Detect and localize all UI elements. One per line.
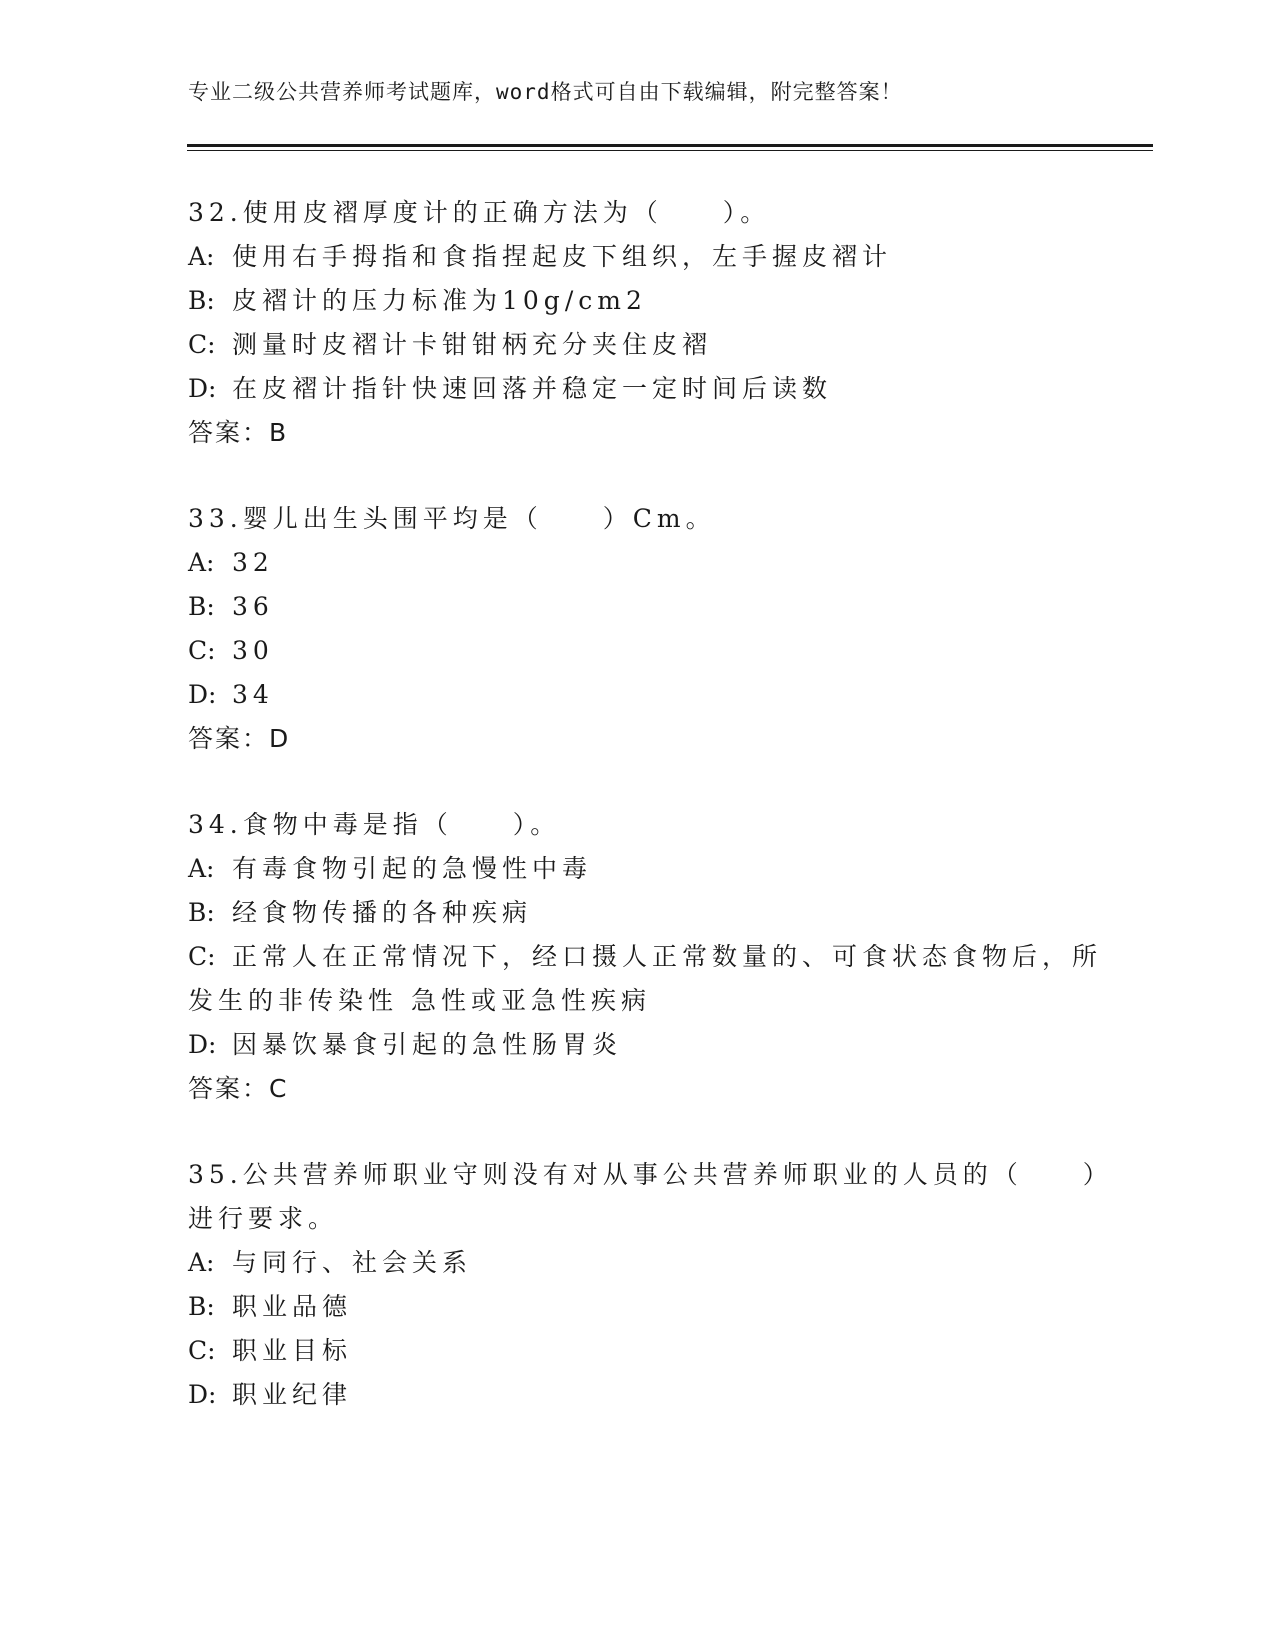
question-32-option-b <box>188 286 647 316</box>
question-32-stem: 32.使用皮褶厚度计的正确方法为（ ）。 <box>188 198 771 227</box>
option-text: 经食物传播的各种疾病 <box>232 898 533 927</box>
option-letter: C: <box>188 1336 216 1365</box>
question-34-option-b <box>188 898 532 928</box>
option-text: 测量时皮褶计卡钳钳柄充分夹住皮褶 <box>232 330 713 359</box>
question-32-answer: 答案：B <box>188 418 289 447</box>
header-rule-thin <box>187 150 1153 151</box>
option-letter: D: <box>188 1380 217 1409</box>
option-text: 30 <box>232 636 274 665</box>
question-33-option-b <box>188 592 274 622</box>
question-33-stem: 33.婴儿出生头围平均是（ ）Cm。 <box>188 504 716 533</box>
header-rule-thick <box>187 144 1153 147</box>
question-34-option-c <box>188 942 1102 972</box>
option-text: 有毒食物引起的急慢性中毒 <box>232 854 593 883</box>
question-34-option-d <box>188 1030 622 1060</box>
question-34-answer: 答案：C <box>188 1074 289 1103</box>
option-text: 32 <box>232 548 274 577</box>
option-text: 36 <box>232 592 274 621</box>
option-text: 职业纪律 <box>232 1380 353 1409</box>
option-letter: A: <box>188 854 215 883</box>
question-34-option-c-continued <box>188 986 651 1016</box>
option-text: 正常人在正常情况下，经口摄人正常数量的、可食状态食物后，所 <box>232 942 1103 971</box>
option-text: 使用右手拇指和食指捏起皮下组织，左手握皮褶计 <box>232 242 893 271</box>
question-35-option-a <box>188 1248 472 1278</box>
option-text: 职业目标 <box>232 1336 353 1365</box>
option-text: 34 <box>232 680 274 709</box>
question-33-option-a <box>188 548 274 578</box>
option-text: 发生的非传染性 急性或亚急性疾病 <box>188 986 651 1015</box>
option-letter: B: <box>188 898 215 927</box>
option-letter: B: <box>188 592 215 621</box>
option-text: 与同行、社会关系 <box>232 1248 473 1277</box>
question-32-option-c <box>188 330 712 360</box>
option-letter: B: <box>188 1292 215 1321</box>
option-letter: C: <box>188 942 216 971</box>
option-letter: A: <box>188 242 215 271</box>
option-text: 在皮褶计指针快速回落并稳定一定时间后读数 <box>232 374 833 403</box>
option-letter: C: <box>188 636 216 665</box>
question-34-option-a <box>188 854 592 884</box>
question-33-answer: 答案：D <box>188 724 291 753</box>
question-35-option-c <box>188 1336 352 1366</box>
option-text: 因暴饮暴食引起的急性肠胃炎 <box>232 1030 623 1059</box>
option-letter: B: <box>188 286 215 315</box>
question-35-option-d <box>188 1380 352 1410</box>
question-35-stem: 35.公共营养师职业守则没有对从事公共营养师职业的人员的（ ） <box>188 1160 1113 1189</box>
option-letter: A: <box>188 1248 215 1277</box>
question-35-stem-continued: 进行要求。 <box>188 1204 339 1233</box>
question-32-option-d <box>188 374 832 404</box>
question-34-stem: 34.食物中毒是指（ ）。 <box>188 810 561 839</box>
question-35-option-b <box>188 1292 352 1322</box>
question-33-option-d <box>188 680 274 710</box>
option-letter: D: <box>188 1030 217 1059</box>
option-letter: D: <box>188 374 217 403</box>
question-33-option-c <box>188 636 274 666</box>
option-letter: A: <box>188 548 215 577</box>
option-letter: D: <box>188 680 217 709</box>
option-text: 职业品德 <box>232 1292 353 1321</box>
option-text: 皮褶计的压力标准为10g/cm2 <box>232 286 647 315</box>
option-letter: C: <box>188 330 216 359</box>
document-header: 专业二级公共营养师考试题库，word格式可自由下载编辑，附完整答案！ <box>188 80 903 104</box>
question-32-option-a <box>188 242 892 272</box>
